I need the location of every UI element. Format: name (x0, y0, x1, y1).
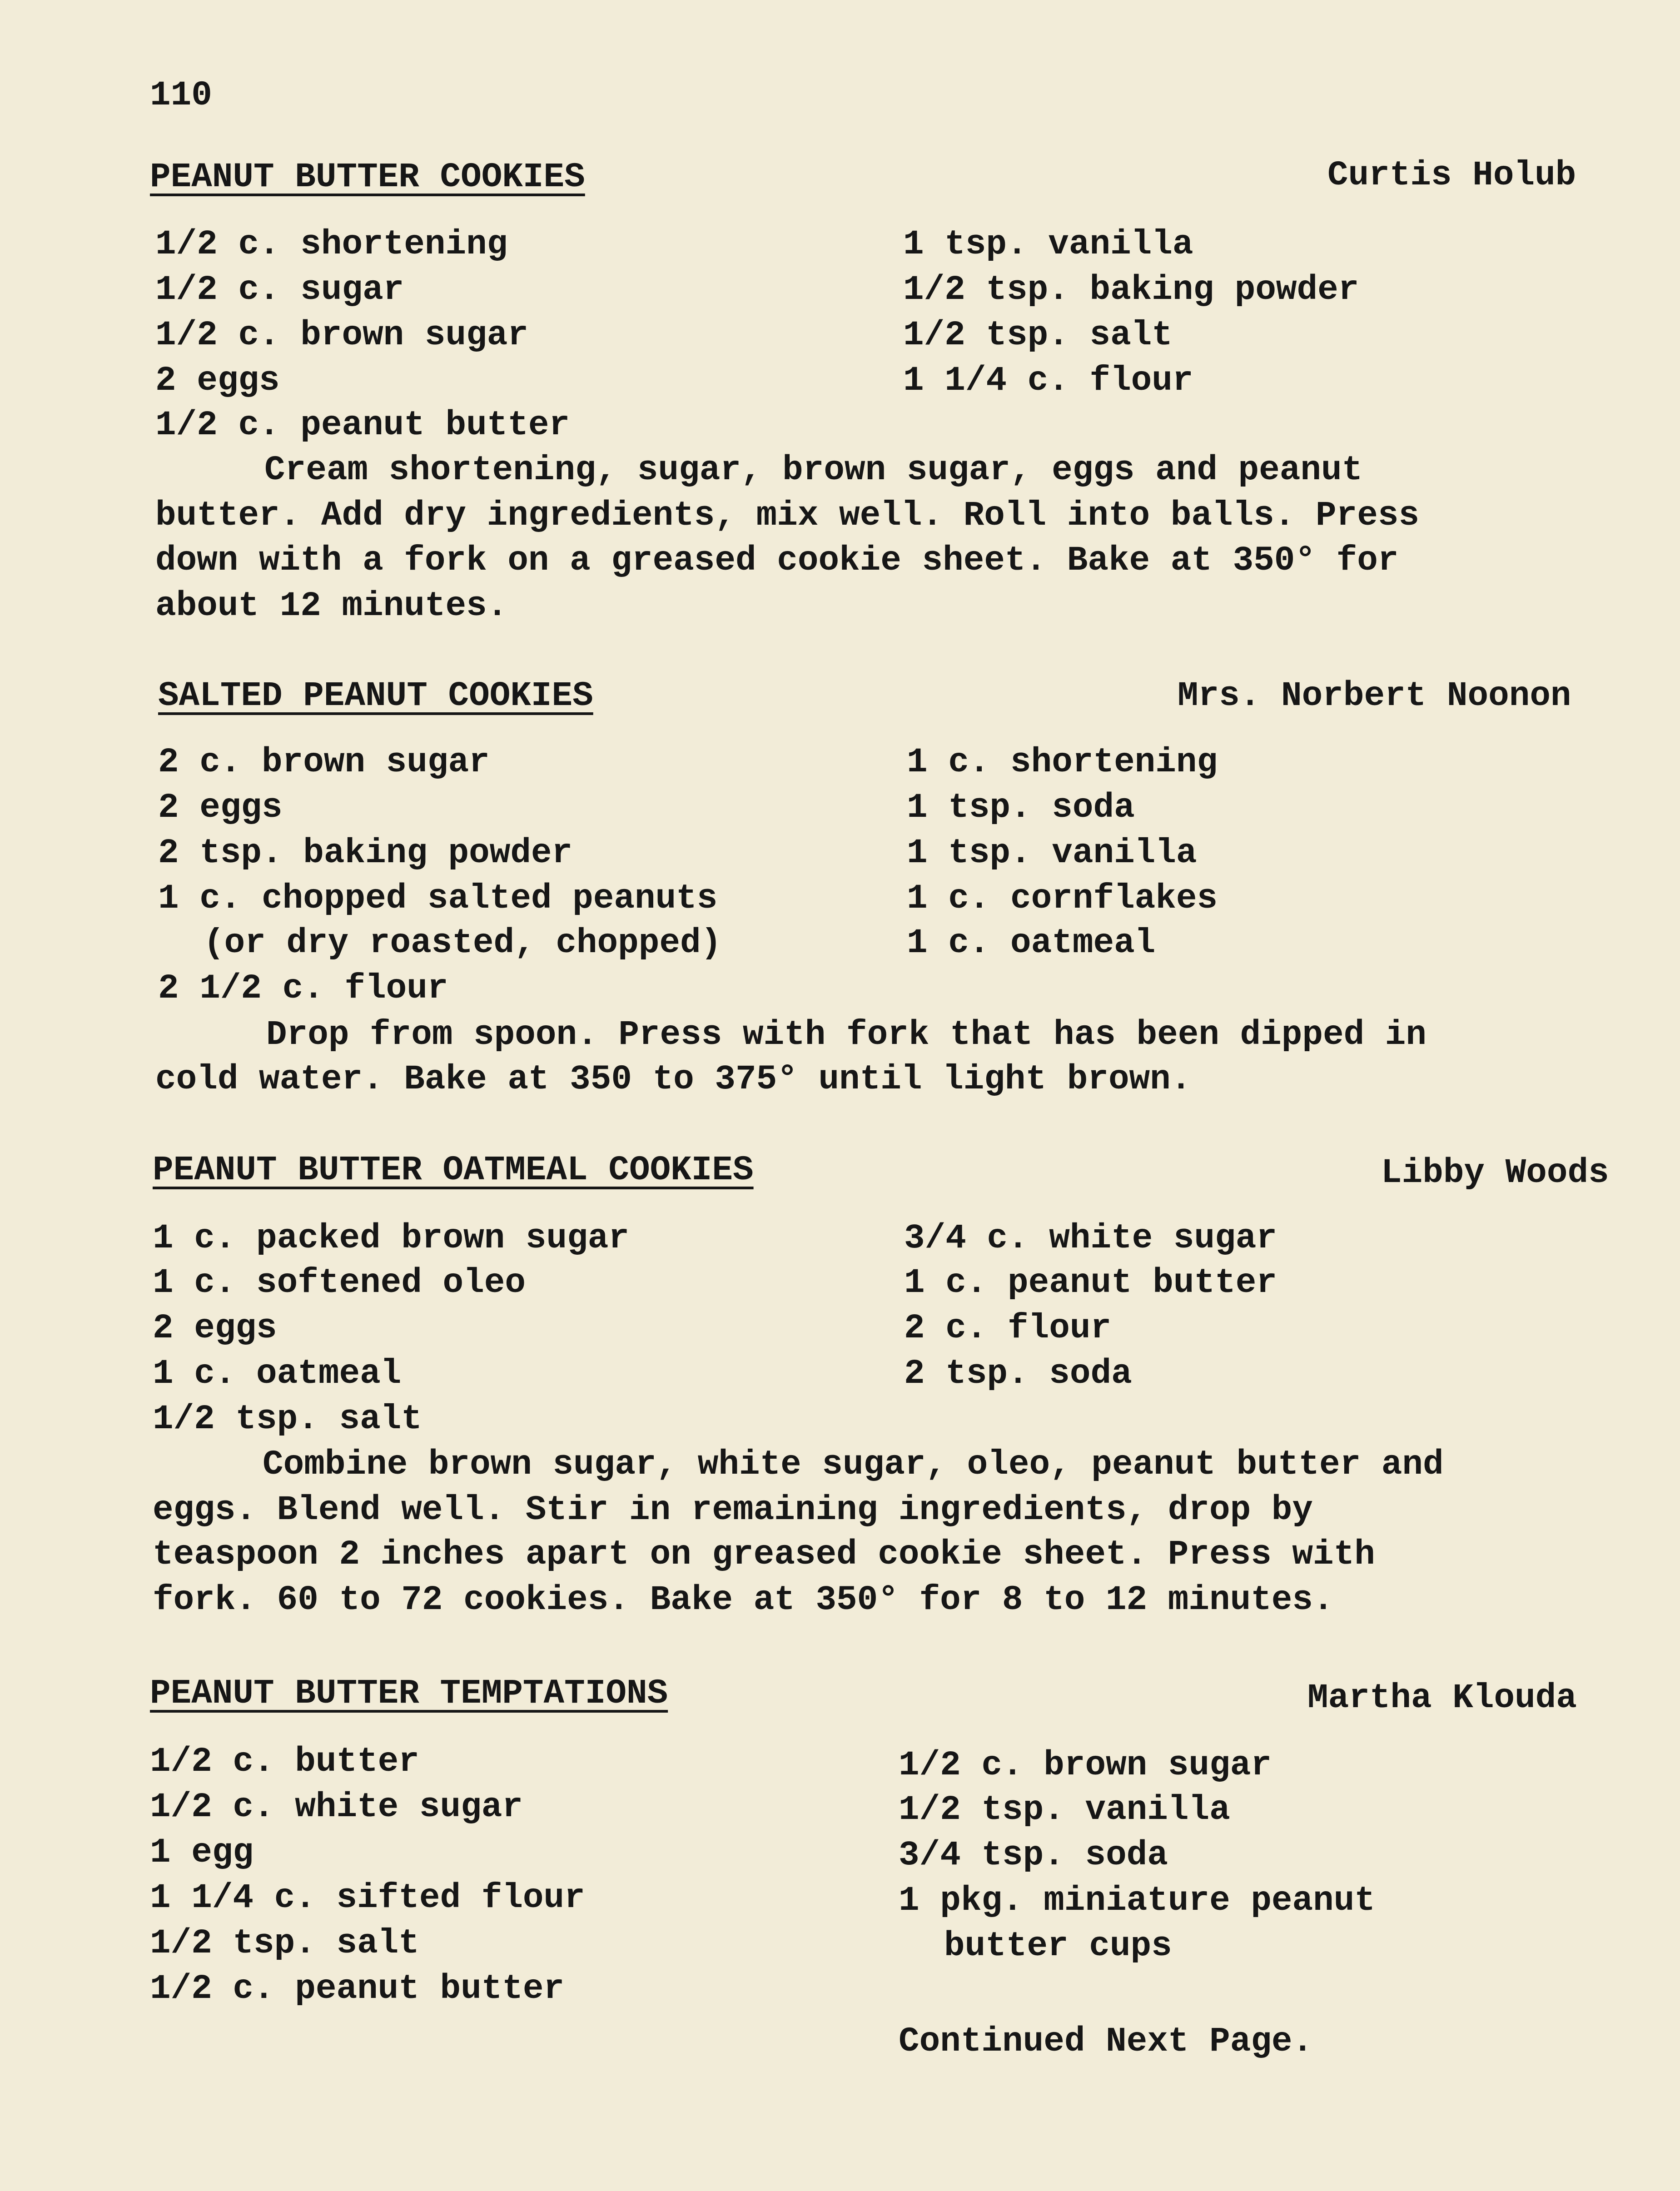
direction-line: butter. Add dry ingredients, mix well. Roll into balls. Press (155, 496, 1420, 535)
direction-line: down with a fork on a greased cookie sheet. Bake at 350° for (155, 541, 1399, 580)
ingredient: 1/2 c. white sugar (150, 1788, 523, 1827)
ingredient: 2 c. flour (904, 1309, 1112, 1348)
direction-line: about 12 minutes. (155, 586, 508, 626)
ingredient: 1 tsp. soda (907, 788, 1135, 827)
recipe-author: Libby Woods (1381, 1153, 1609, 1192)
ingredient: 1/2 c. brown sugar (155, 316, 528, 355)
direction-line: Combine brown sugar, white sugar, oleo, peanut butter and (263, 1445, 1444, 1484)
recipe-author: Martha Klouda (1307, 1679, 1577, 1718)
ingredient: 1 c. oatmeal (153, 1354, 402, 1393)
direction-line: Drop from spoon. Press with fork that has been dipped in (266, 1015, 1427, 1054)
direction-line: Cream shortening, sugar, brown sugar, eggs and peanut (264, 451, 1363, 490)
recipe-title: PEANUT BUTTER OATMEAL COOKIES (153, 1151, 754, 1190)
ingredient: 1 c. cornflakes (907, 879, 1218, 918)
ingredient: 1 tsp. vanilla (903, 225, 1193, 264)
ingredient: 1 1/4 c. flour (903, 361, 1193, 400)
ingredient: 1 pkg. miniature peanut (899, 1881, 1375, 1920)
ingredient: 1/2 tsp. salt (150, 1924, 419, 1963)
ingredient: 1 c. packed brown sugar (153, 1219, 629, 1258)
ingredient: 1/2 tsp. salt (153, 1400, 422, 1439)
ingredient: 2 1/2 c. flour (158, 969, 448, 1008)
ingredient: 2 c. brown sugar (158, 743, 490, 782)
ingredient: 1/2 c. butter (150, 1742, 419, 1781)
recipe-title: PEANUT BUTTER TEMPTATIONS (150, 1674, 668, 1713)
ingredient: 3/4 c. white sugar (904, 1219, 1277, 1258)
ingredient: 1 c. shortening (907, 743, 1218, 782)
ingredient: 2 eggs (153, 1309, 277, 1348)
ingredient: 1 tsp. vanilla (907, 834, 1197, 873)
direction-line: eggs. Blend well. Stir in remaining ingredients, drop by (153, 1490, 1313, 1530)
ingredient: butter cups (944, 1927, 1172, 1966)
ingredient: 2 eggs (155, 361, 280, 400)
ingredient: 2 tsp. baking powder (158, 834, 573, 873)
direction-line: cold water. Bake at 350 to 375° until light brown. (155, 1060, 1192, 1099)
ingredient: 1/2 tsp. salt (903, 316, 1173, 355)
ingredient: 1/2 c. sugar (155, 270, 404, 309)
recipe-author: Mrs. Norbert Noonon (1178, 676, 1571, 715)
direction-line: teaspoon 2 inches apart on greased cookie sheet. Press with (153, 1535, 1375, 1574)
ingredient: 1 c. oatmeal (907, 924, 1156, 963)
recipe-title: PEANUT BUTTER COOKIES (150, 158, 585, 197)
page-number: 110 (150, 76, 212, 115)
ingredient: 1/2 tsp. vanilla (899, 1790, 1230, 1829)
ingredient: 2 tsp. soda (904, 1354, 1132, 1393)
ingredient: (or dry roasted, chopped) (204, 924, 722, 963)
ingredient: 1/2 tsp. baking powder (903, 270, 1359, 309)
continued-note: Continued Next Page. (899, 2022, 1313, 2061)
ingredient: 2 eggs (158, 788, 283, 827)
ingredient: 1/2 c. peanut butter (150, 1969, 565, 2008)
ingredient: 1 1/4 c. sifted flour (150, 1878, 585, 1918)
recipe-author: Curtis Holub (1327, 156, 1576, 195)
ingredient: 1/2 c. peanut butter (155, 406, 570, 445)
recipe-title: SALTED PEANUT COOKIES (158, 676, 593, 715)
direction-line: fork. 60 to 72 cookies. Bake at 350° for 8 to 12 minutes. (153, 1580, 1334, 1620)
ingredient: 1 c. peanut butter (904, 1263, 1277, 1302)
ingredient: 1/2 c. shortening (155, 225, 508, 264)
ingredient: 3/4 tsp. soda (899, 1836, 1168, 1875)
ingredient: 1 c. chopped salted peanuts (158, 879, 718, 918)
ingredient: 1 egg (150, 1833, 254, 1872)
ingredient: 1 c. softened oleo (153, 1263, 526, 1302)
ingredient: 1/2 c. brown sugar (899, 1746, 1272, 1785)
